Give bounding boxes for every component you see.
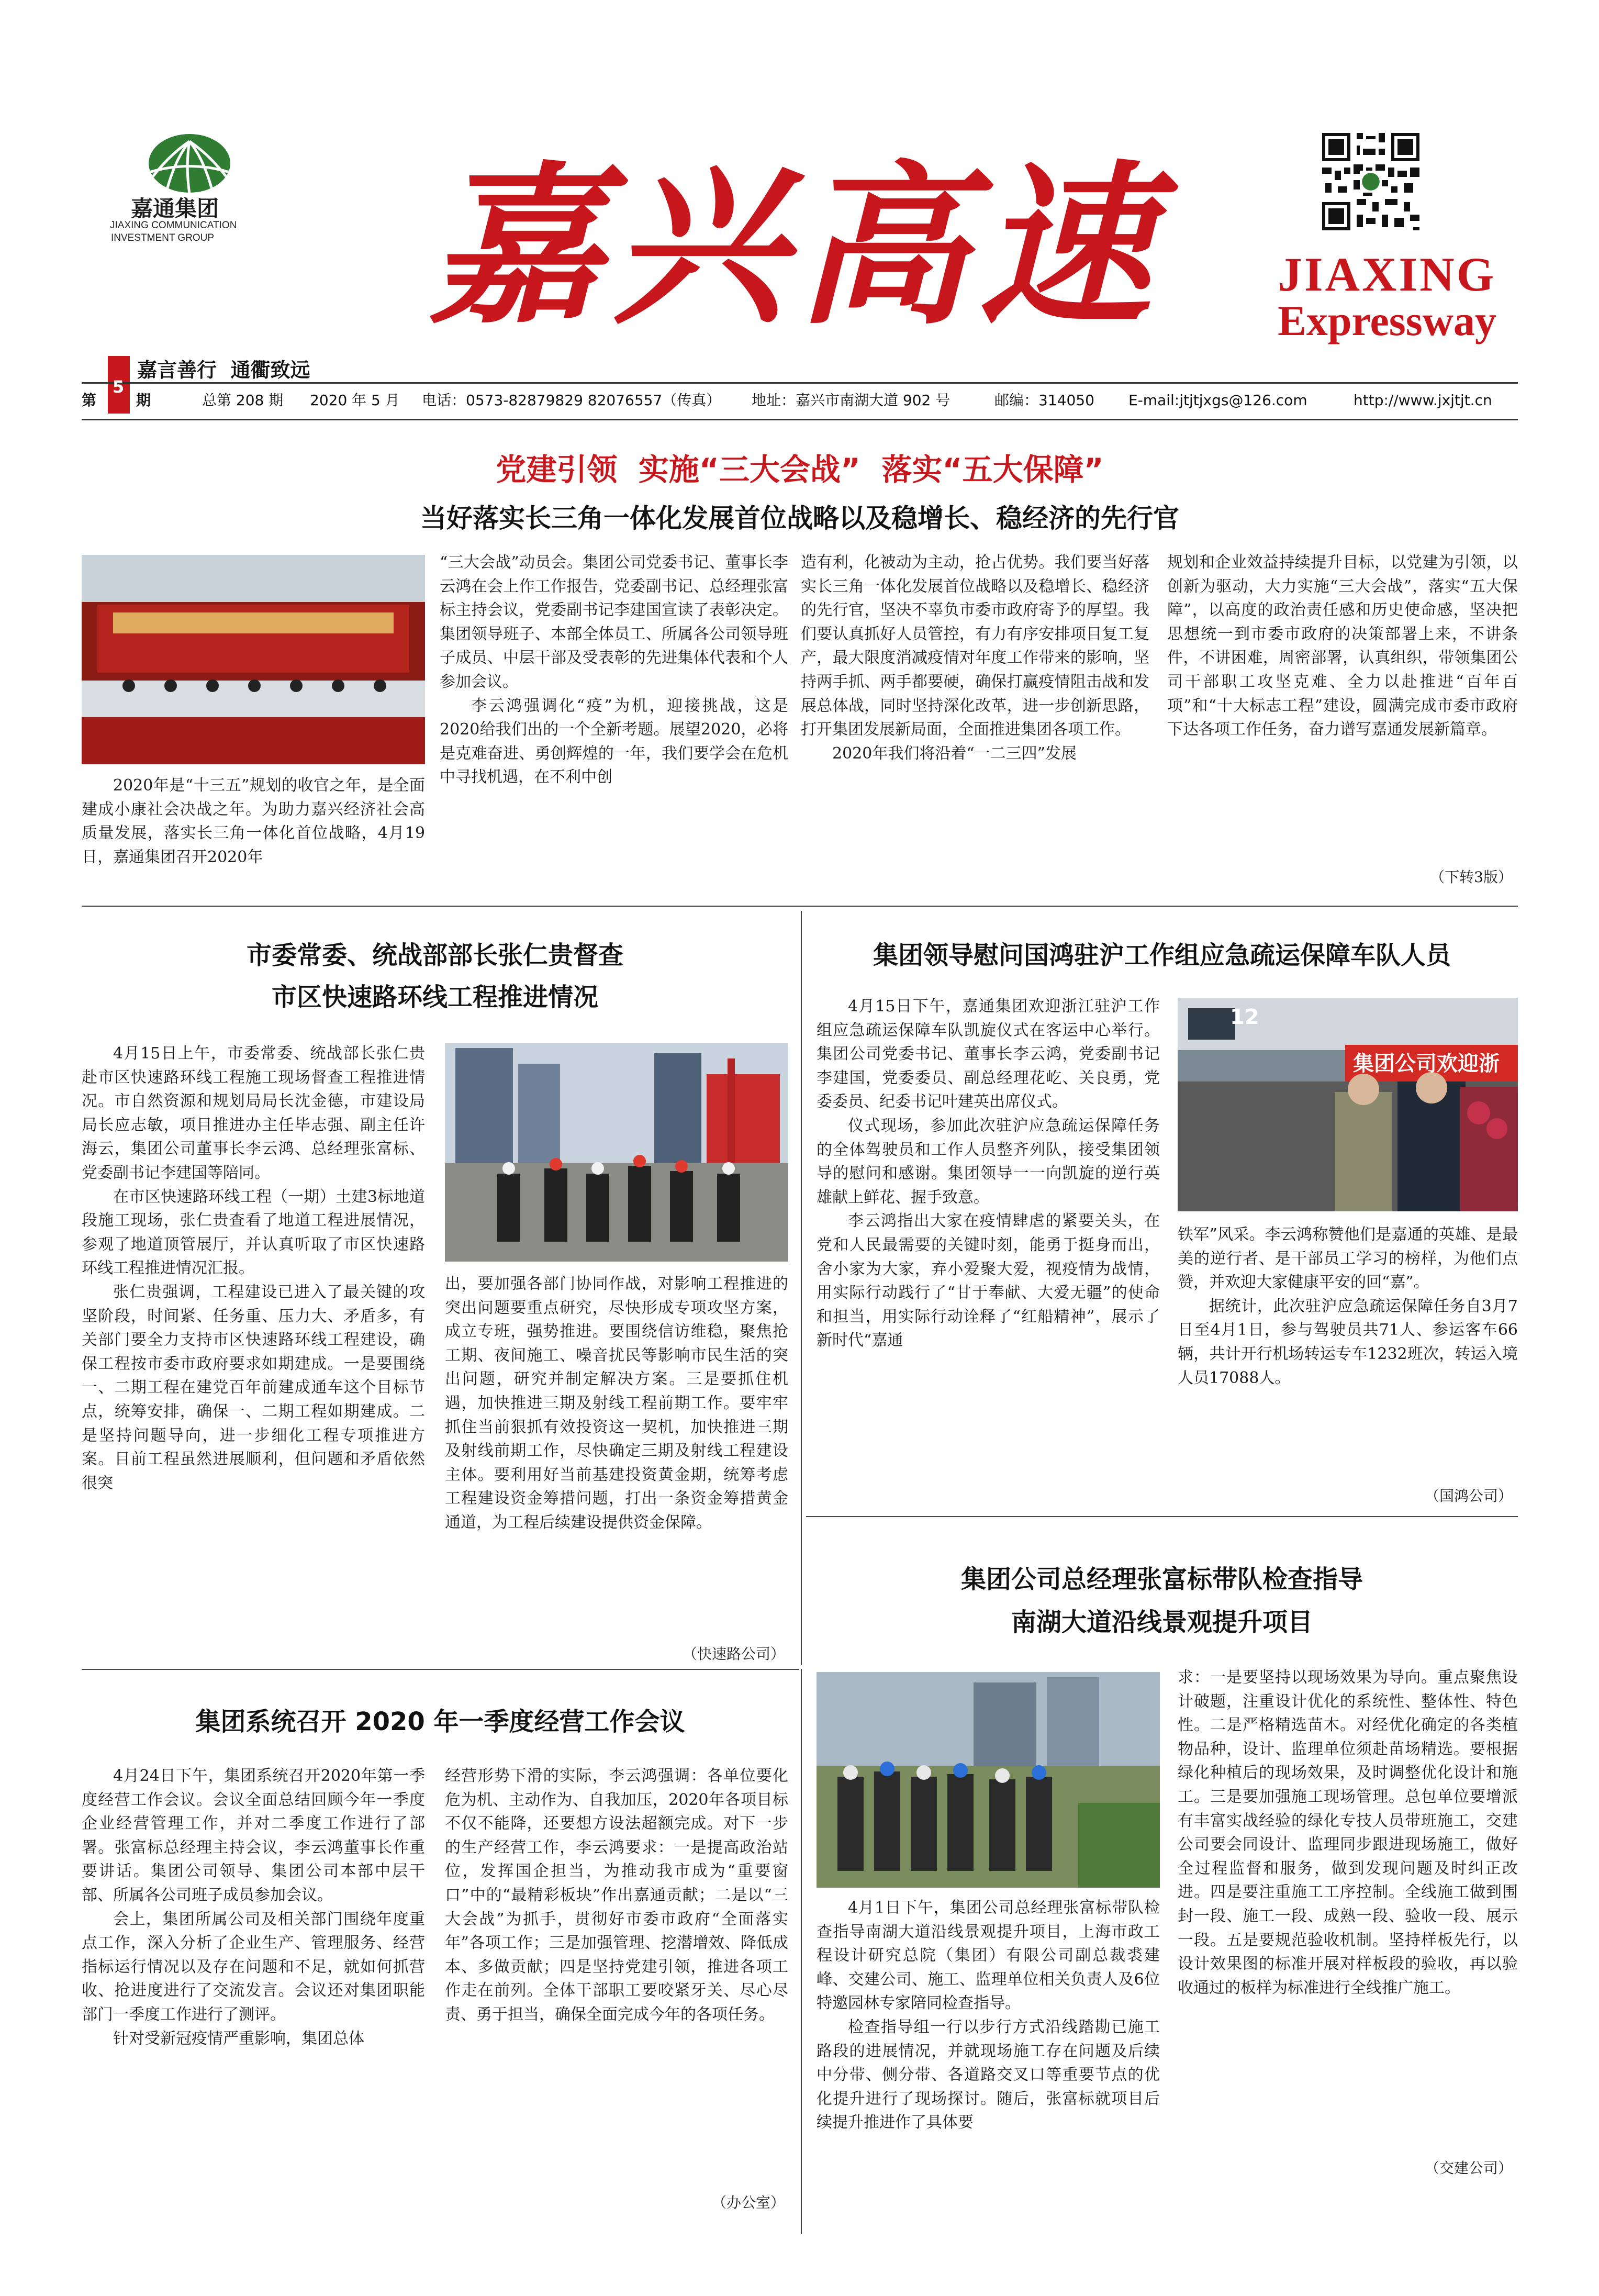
article-b-title: 集团领导慰问国鸿驻沪工作组应急疏运保障车队人员 [873, 941, 1451, 970]
article-a-p2: 在市区快速路环线工程（一期）土建3标地道段施工现场，张仁贵查看了地道工程进展情况，参观了地道顶管展厅，并认真听取了市区快速路环线工程推进情况汇报。 [82, 1187, 425, 1278]
group-logo [137, 131, 242, 194]
group-name-en-1: JIAXING COMMUNICATION [110, 220, 237, 231]
article-a-column-2 [445, 1272, 788, 1639]
lead-continued-note: （下转3版） [1430, 868, 1513, 886]
lead-column-2 [440, 551, 788, 896]
article-c-title: 集团系统召开 2020 年一季度经营工作会议 [195, 1707, 685, 1736]
article-b-column-1 [817, 995, 1160, 1518]
article-d-p1: 4月1日下午，集团公司总经理张富标带队检查指导南湖大道沿线景观提升项目，上海市政工程设计研究总院（集团）有限公司副总裁裘建峰、交建公司、施工、监理单位相关负责人及6位特邀园林专家陪同检查指导。 [817, 1899, 1160, 2013]
group-name-cn: 嘉通集团 [131, 196, 219, 221]
slogan: 嘉言善行 通衢致远 [137, 359, 310, 382]
article-a-column-1 [82, 1042, 425, 1670]
contact-email: E-mail:jtjtjxgs@126.com [1128, 392, 1307, 409]
lead-column-4 [1167, 551, 1518, 865]
article-b-photo-number: 12 [1230, 1005, 1259, 1029]
article-c-column-2 [445, 1764, 788, 2183]
lead-col1-text: 2020年是“十三五”规划的收官之年，是全面建成小康社会决战之年。为助力嘉兴经济社会高质量发展，落实长三角一体化首位战略，4月19日，嘉通集团召开2020年 [82, 776, 425, 866]
divider-article-a [82, 1669, 799, 1670]
lead-title: 党建引领 实施“三大会战” 落实“五大保障” [496, 452, 1104, 487]
contact-website: http://www.jxjtjt.cn [1354, 392, 1492, 409]
article-b-p1: 4月15日下午，嘉通集团欢迎浙江驻沪工作组应急疏运保障车队凯旋仪式在客运中心举行。集团公司党委书记、董事长李云鸿，党委副书记李建国，党委委员、副总经理花屹、关良勇，党委委员、纪委书记叶建英出席仪式。 [817, 997, 1160, 1111]
article-b-source: （国鸿公司） [1424, 1487, 1513, 1504]
info-issue-suffix: 期 [136, 392, 151, 409]
lead-column-3 [801, 551, 1149, 896]
article-a-p3: 张仁贵强调，工程建设已进入了最关键的攻坚阶段，时间紧、任务重、压力大、矛盾多，有关部门要全力支持市区快速路环线工程建设，确保工程按市委市政府要求如期建成。一是要围绕一、二期工程在建党百年前建成通车这个目标节点，统筹安排，确保一、二期工程如期建成。二是坚持问题导向，进一步细化工程专项推进方案。目前工程虽然进展顺利，但问题和矛盾依然很突 [82, 1283, 425, 1492]
article-c-col2-text: 经营形势下滑的实际，李云鸿强调：各单位要化危为机、主动作为、自我加压，2020年各项目标不仅不能降，还要想方设法超额完成。对下一步的生产经营工作，李云鸿要求：一是提高政治站位，发挥国企担当，为推动我市成为“重要窗口”中的“最精彩板块”作出嘉通贡献；二是以“三大会战”为抓手，贯彻好市委市政府“全面落实年”各项工作；三是加强管理、挖潜增效、降低成本、多做贡献；四是坚持党建引领，推进各项工作走在前列。全体干部职工要咬紧牙关、尽心尽责、勇于担当，确保全面完成今年的各项任务。 [445, 1767, 788, 2024]
title-en-line-2: Expressway [1278, 297, 1496, 344]
info-line [82, 377, 1518, 414]
article-d-inspection-photo [817, 1672, 1160, 1888]
article-a-p1: 4月15日上午，市委常委、统战部长张仁贵赴市区快速路环线工程施工现场督查工程推进情况。市自然资源和规划局局长沈金德，市建设局局长应志敏，项目推进办主任毕志强、副主任许海云，集团公司董事长李云鸿、总经理张富标、党委副书记李建国等陪同。 [82, 1044, 425, 1182]
article-a-col2-text: 出，要加强各部门协同作战，对影响工程推进的突出问题要重点研究，尽快形成专项攻坚方案，成立专班，强势推进。要围绕信访维稳，聚焦抢工期、夜间施工、噪音扰民等影响市民生活的突出问题，研究并制定解决方案。三是要抓住机遇，加快推进三期及射线工程前期工作。要牢牢抓住当前狠抓有效投资这一契机，加快推进三期及射线前期工作，尽快确定三期及射线工程建设主体。要利用好当前基建投资黄金期，统筹考虑工程建设资金筹措问题，打出一条资金筹措黄金通道，为工程后续建设提供资金保障。 [445, 1275, 788, 1532]
divider-lead [82, 906, 1518, 907]
article-b-col2-p2: 据统计，此次驻沪应急疏运保障任务自3月7日至4月1日，参与驾驶员共71人、参运客车66辆，共计开行机场转运专车1232班次，转运入境人员17088人。 [1178, 1297, 1518, 1387]
issue-number: 5 [112, 377, 125, 397]
article-d-p2: 检查指导组一行以步行方式沿线踏勘已施工路段的进展情况，并就现场施工存在问题及后续中分带、侧分带、各道路交叉口等重要节点的优化提升进行了现场探讨。随后，张富标就项目后续提升推进作了具体要 [817, 2018, 1160, 2132]
article-a-site-photo [445, 1043, 788, 1262]
divider-vertical-upper [801, 911, 802, 1665]
article-b-welcome-photo [1178, 998, 1518, 1211]
article-a-source: （快速路公司） [682, 1645, 785, 1663]
qr-code-icon [1319, 130, 1423, 233]
total-issue: 总第 208 期 [202, 392, 284, 409]
article-c-column-1 [82, 1764, 425, 2235]
article-c-source: （办公室） [711, 2194, 785, 2211]
article-d-col2-text: 求：一是要坚持以现场效果为导向。重点聚焦设计破题，注重设计优化的系统性、整体性、特色性。二是严格精选苗木。对经优化确定的各类植物品种，设计、监理单位须赴苗场精选。要根据绿化种植后的现场效果，及时调整优化设计和施工。三是要加强施工现场管理。总包单位要增派有丰富实战经验的绿化专技人员带班施工，交建公司要会同设计、监理同步跟进现场施工，做好全过程监督和服务，做到发现问题及时纠正改进。四是要注重施工工序控制。全线施工做到围封一段、施工一段、成熟一段、验收一段、展示一段。五是要规范验收机制。坚持样板先行，以设计效果图的标准开展对样板段的验收，再以验收通过的板样为标准进行全线推广施工。 [1178, 1668, 1518, 1997]
group-name-en-2: INVESTMENT GROUP [111, 232, 215, 243]
article-c-p3: 针对受新冠疫情严重影响，集团总体 [113, 2029, 364, 2048]
title-en-line-1: JIAXING [1278, 248, 1496, 301]
article-c-p1: 4月24日下午，集团系统召开2020年第一季度经营工作会议。会议全面总结回顾今年一季度企业经营管理工作，并对二季度工作进行了部署。张富标总经理主持会议，李云鸿董事长作重要讲话。集团公司领导、集团公司本部中层干部、所属各公司班子成员参加会议。 [82, 1767, 425, 1904]
lead-col3-p1: 造有利，化被动为主动，抢占优势。我们要当好落实长三角一体化发展首位战略以及稳增长、稳经济的先行官，坚决不辜负市委市政府寄予的厚望。我们要认真抓好人员管控，有力有序安排项目复工复产，最大限度消减疫情对年度工作带来的影响，坚持两手抓、两手都要硬，确保打赢疫情阻击战和发展总体战，同时坚持深化改革，进一步创新思路，打开集团发展新局面，全面推进集团各项工作。 [801, 553, 1149, 739]
article-d-source: （交建公司） [1424, 2159, 1513, 2177]
lead-col2-p1: “三大会战”动员会。集团公司党委书记、董事长李云鸿在会上作工作报告，党委副书记、总经理张富标主持会议，党委副书记李建国宣读了表彰决定。集团领导班子、本部全体员工、所属各公司领导班子成员、中层干部及受表彰的先进集体代表和个人参加会议。 [440, 553, 788, 691]
lead-column-1 [82, 774, 425, 899]
article-b-photo-banner: 集团公司欢迎浙 [1353, 1052, 1500, 1076]
article-d-title-1: 集团公司总经理张富标带队检查指导 [960, 1565, 1363, 1594]
issue-date: 2020 年 5 月 [310, 392, 400, 409]
article-d-column-2 [1178, 1666, 1518, 2147]
article-b-column-2 [1178, 1223, 1518, 1485]
newspaper-title: 嘉兴高速 [429, 144, 1162, 348]
article-a-title-2: 市区快速路环线工程推进情况 [271, 983, 598, 1012]
masthead-rule-top [82, 382, 1518, 384]
contact-phone: 电话：0573-82879829 82076557（传真） [422, 392, 721, 409]
contact-address: 地址：嘉兴市南湖大道 902 号 [752, 392, 951, 409]
article-d-title-2: 南湖大道沿线景观提升项目 [1011, 1608, 1313, 1637]
lead-meeting-photo [82, 555, 425, 764]
divider-article-b [806, 1516, 1518, 1517]
lead-col2-p2: 李云鸿强调化“疫”为机，迎接挑战，这是2020给我们出的一个全新考题。展望2020，必将是克难奋进、勇创辉煌的一年，我们要学会在危机中寻找机遇，在不利中创 [440, 696, 788, 787]
lead-subtitle: 当好落实长三角一体化发展首位战略以及稳增长、稳经济的先行官 [420, 503, 1179, 533]
masthead-rule-bottom [82, 419, 1518, 420]
lead-col3-p2: 2020年我们将沿着“一二三四”发展 [832, 744, 1077, 763]
logo-emblem-icon [137, 131, 242, 194]
info-prefix: 第 [82, 392, 97, 409]
article-b-p3: 李云鸿指出大家在疫情肆虐的紧要关头，在党和人民最需要的关键时刻，能勇于挺身而出，舍小家为大家，弃小爱聚大爱，视疫情为战情，用实际行动践行了“甘于奉献、大爱无疆”的使命和担当，用实际行动诠释了“红船精神”，展示了新时代“嘉通 [817, 1212, 1160, 1350]
divider-vertical-lower [801, 1669, 802, 2234]
article-b-p2: 仪式现场，参加此次驻沪应急疏运保障任务的全体驾驶员和工作人员整齐列队，接受集团领导的慰问和感谢。集团领导一一向凯旋的逆行英雄献上鲜花、握手致意。 [817, 1116, 1160, 1207]
article-c-p2: 会上，集团所属公司及相关部门围绕年度重点工作，深入分析了企业生产、管理服务、经营指标运行情况以及存在问题和不足，就如何抓营收、抢进度进行了交流发言。会议还对集团职能部门一季度工作进行了测评。 [82, 1910, 425, 2024]
qr-code [1319, 130, 1423, 233]
article-a-title-1: 市委常委、统战部部长张仁贵督查 [246, 941, 623, 970]
contact-postcode: 邮编：314050 [994, 392, 1094, 409]
lead-col4-text: 规划和企业效益持续提升目标，以党建为引领，以创新为驱动，大力实施“三大会战”，落实“五大保障”，以高度的政治责任感和历史使命感，坚决把思想统一到市委市政府的决策部署上来，不讲条件，不讲困难，周密部署，认真组织，带领集团公司干部职工攻坚克难、全力以赴推进“百年百项”和“十大标志工程”建设，圆满完成市委市政府下达各项工作任务，奋力谱写嘉通发展新篇章。 [1167, 553, 1518, 739]
article-d-column-1 [817, 1896, 1160, 2236]
article-b-col2-p1: 铁军”风采。李云鸿称赞他们是嘉通的英雄、是最美的逆行者、是干部员工学习的榜样，为他们点赞，并欢迎大家健康平安的回“嘉”。 [1178, 1225, 1518, 1292]
